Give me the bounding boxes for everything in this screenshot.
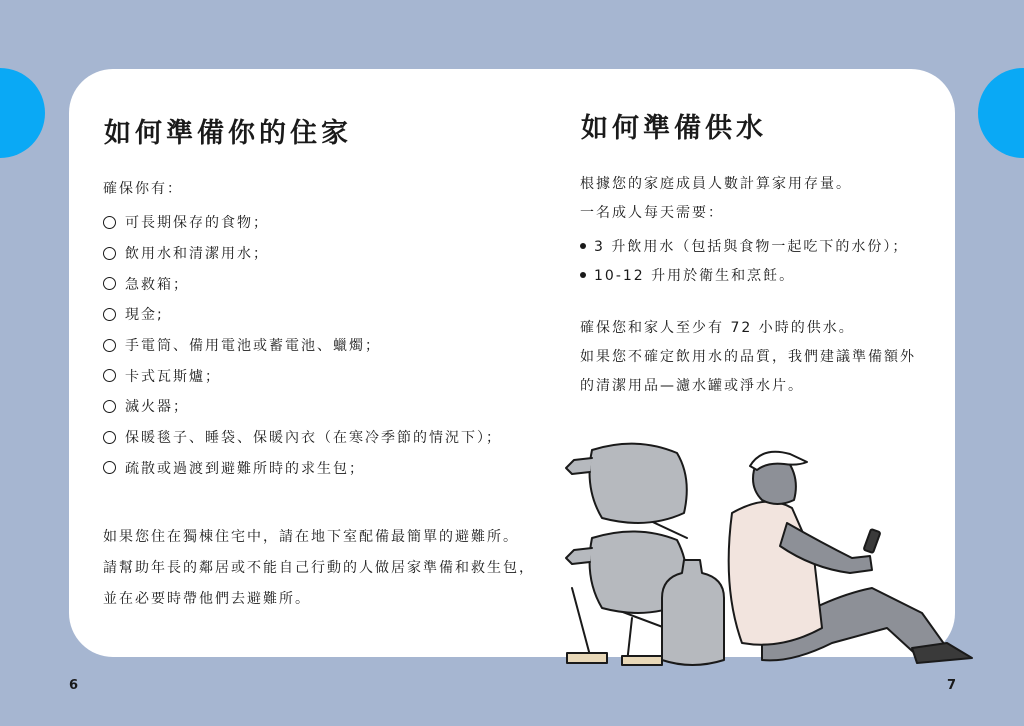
note-line: 如果您住在獨棟住宅中，請在地下室配備最簡單的避難所。 xyxy=(103,529,519,545)
man-with-water-bottles-illustration xyxy=(552,438,977,673)
right-para-line: 確保您和家人至少有 72 小時的供水。 xyxy=(580,320,855,336)
list-item: 可長期保存的食物； xyxy=(103,207,502,238)
note-line: 並在必要時帶他們去避難所。 xyxy=(103,591,311,607)
page-tab-left xyxy=(0,68,45,158)
right-line-1: 根據您的家庭成員人數計算家用存量。 xyxy=(580,176,852,192)
right-para-line: 如果您不確定飲用水的品質，我們建議準備額外 xyxy=(580,349,916,365)
circle-icon xyxy=(103,339,116,352)
right-para-line: 的清潔用品—濾水罐或淨水片。 xyxy=(580,378,804,394)
circle-icon xyxy=(103,431,116,444)
note-line: 請幫助年長的鄰居或不能自己行動的人做居家準備和救生包， xyxy=(103,560,535,576)
circle-icon xyxy=(103,216,116,229)
list-item: 卡式瓦斯爐； xyxy=(103,360,502,391)
bullet-icon xyxy=(580,243,586,249)
supply-list xyxy=(103,207,502,483)
list-item: 保暖毯子、睡袋、保暖內衣（在寒冷季節的情況下）； xyxy=(103,422,502,453)
list-item: 滅火器； xyxy=(103,391,502,422)
left-title: 如何準備你的住家 xyxy=(104,118,352,149)
list-item: 急救箱； xyxy=(103,268,502,299)
page-number-left: 6 xyxy=(69,678,79,693)
circle-icon xyxy=(103,277,116,290)
circle-icon xyxy=(103,247,116,260)
list-item: 飲用水和清潔用水； xyxy=(103,238,502,269)
right-title: 如何準備供水 xyxy=(581,113,767,144)
circle-icon xyxy=(103,400,116,413)
circle-icon xyxy=(103,461,116,474)
right-line-2: 一名成人每天需要： xyxy=(580,205,724,221)
list-item: 現金; xyxy=(103,299,502,330)
list-item: 10-12 升用於衛生和烹飪。 xyxy=(580,260,908,289)
list-item: 疏散或過渡到避難所時的求生包； xyxy=(103,453,502,484)
left-intro: 確保你有： xyxy=(103,181,183,197)
page-tab-right xyxy=(978,68,1024,158)
page-number-right: 7 xyxy=(947,678,957,693)
circle-icon xyxy=(103,308,116,321)
circle-icon xyxy=(103,369,116,382)
bullet-icon xyxy=(580,272,586,278)
water-needs-list xyxy=(580,231,908,289)
list-item: 3 升飲用水（包括與食物一起吃下的水份）； xyxy=(580,231,908,260)
list-item: 手電筒、備用電池或蓄電池、蠟燭； xyxy=(103,330,502,361)
